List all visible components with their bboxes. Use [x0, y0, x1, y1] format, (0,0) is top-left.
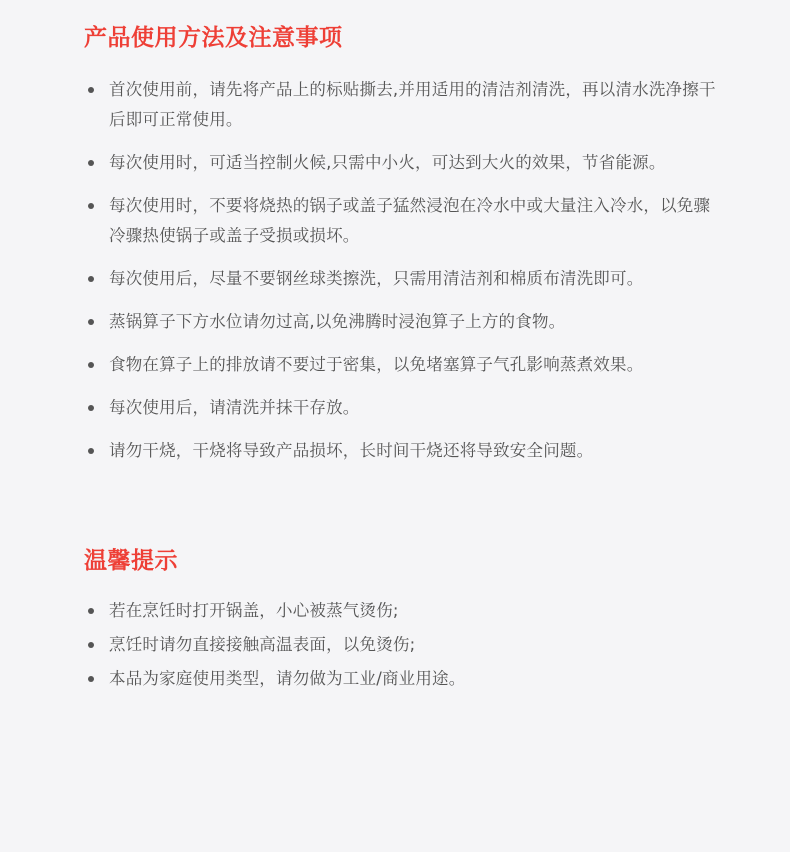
list-item — [84, 393, 724, 423]
list-item-text: 每次使用时，可适当控制火候,只需中小火，可达到大火的效果，节省能源。 — [109, 153, 666, 172]
list-item — [84, 596, 724, 626]
bullet-icon — [88, 405, 94, 411]
list-item-text: 请勿干烧，干烧将导致产品损坏，长时间干烧还将导致安全问题。 — [109, 441, 594, 460]
list-item — [84, 191, 724, 251]
bullet-icon — [88, 448, 94, 454]
list-item — [84, 264, 724, 294]
list-item — [84, 664, 724, 694]
bullet-icon — [88, 362, 94, 368]
list-item — [84, 436, 724, 466]
bullet-icon — [88, 676, 94, 682]
list-item — [84, 148, 724, 178]
list-item-text: 本品为家庭使用类型，请勿做为工业/商业用途。 — [109, 669, 466, 688]
list-item-text: 烹饪时请勿直接接触高温表面，以免烫伤; — [109, 635, 416, 654]
list-item — [84, 307, 724, 337]
tips-title: 温馨提示 — [84, 548, 178, 574]
usage-title: 产品使用方法及注意事项 — [84, 25, 343, 51]
bullet-icon — [88, 203, 94, 209]
tips-list — [84, 596, 724, 694]
list-item — [84, 630, 724, 660]
bullet-icon — [88, 87, 94, 93]
list-item-text: 蒸锅算子下方水位请勿过高,以免沸腾时浸泡算子上方的食物。 — [109, 312, 566, 331]
list-item-text: 每次使用时，不要将烧热的锅子或盖子猛然浸泡在冷水中或大量注入冷水，以免骤冷骤热使锅子或盖子受损或损坏。 — [109, 196, 711, 245]
list-item-text: 若在烹饪时打开锅盖，小心被蒸气烫伤; — [109, 601, 399, 620]
list-item-text: 食物在算子上的排放请不要过于密集，以免堵塞算子气孔影响蒸煮效果。 — [109, 355, 644, 374]
bullet-icon — [88, 276, 94, 282]
list-item-text: 每次使用后，请清洗并抹干存放。 — [109, 398, 360, 417]
bullet-icon — [88, 319, 94, 325]
list-item — [84, 75, 724, 135]
usage-list — [84, 75, 724, 466]
list-item-text: 每次使用后，尽量不要钢丝球类擦洗，只需用清洁剂和棉质布清洗即可。 — [109, 269, 644, 288]
tips-section — [84, 541, 724, 698]
bullet-icon — [88, 642, 94, 648]
list-item — [84, 350, 724, 380]
list-item-text: 首次使用前，请先将产品上的标贴撕去,并用适用的清洁剂清洗，再以清水洗净擦干后即可正常使用。 — [109, 80, 716, 129]
bullet-icon — [88, 608, 94, 614]
bullet-icon — [88, 160, 94, 166]
usage-section — [84, 18, 724, 479]
